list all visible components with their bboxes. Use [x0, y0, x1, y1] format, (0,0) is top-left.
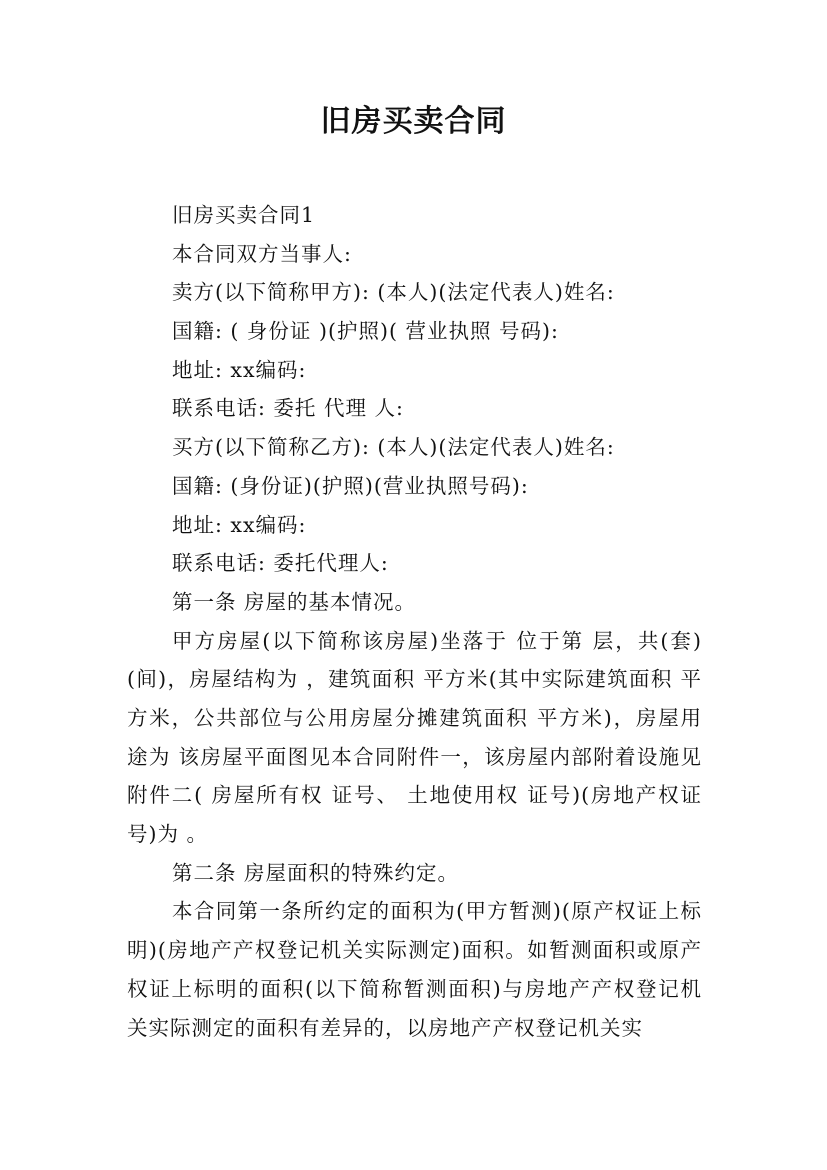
seller-phone-line: 联系电话: 委托 代理 人:	[172, 396, 404, 421]
parties-intro: 本合同双方当事人:	[172, 241, 352, 266]
seller-name-line: 卖方(以下简称甲方): (本人)(法定代表人)姓名:	[172, 280, 615, 305]
article-1-paragraph: 甲方房屋(以下简称该房屋)坐落于 位于第 层，共(套)(间)，房屋结构为 ，建筑面积 平方米(其中实际建筑面积 平方米，公共部位与公用房屋分摊建筑面积 平方米)，房屋用途为 该房屋平面图见本合同附件一，该房屋内部附着设施见附件二( 房屋所有权 证号、 土地使用权 证号)(房地产权证号)为 。	[127, 628, 702, 847]
article-2-heading: 第二条 房屋面积的特殊约定。	[172, 860, 460, 885]
document-body	[127, 196, 702, 1047]
buyer-name-line: 买方(以下简称乙方): (本人)(法定代表人)姓名:	[172, 435, 615, 460]
article-1-heading: 第一条 房屋的基本情况。	[172, 589, 417, 614]
article-2-paragraph: 本合同第一条所约定的面积为(甲方暂测)(原产权证上标明)(房地产产权登记机关实际测定)面积。如暂测面积或原产权证上标明的面积(以下简称暂测面积)与房地产产权登记机关实际测定的面积有差异的，以房地产产权登记机关实	[127, 899, 702, 1040]
seller-address-line: 地址: xx编码:	[172, 357, 307, 382]
buyer-nationality-line: 国籍: (身份证)(护照)(营业执照号码):	[172, 473, 529, 498]
document-title: 旧房买卖合同	[320, 104, 507, 139]
buyer-address-line: 地址: xx编码:	[172, 512, 307, 537]
contract-heading: 旧房买卖合同1	[172, 203, 316, 227]
buyer-phone-line: 联系电话: 委托代理人:	[172, 551, 389, 576]
seller-nationality-line: 国籍: ( 身份证 )(护照)( 营业执照 号码):	[172, 319, 559, 344]
